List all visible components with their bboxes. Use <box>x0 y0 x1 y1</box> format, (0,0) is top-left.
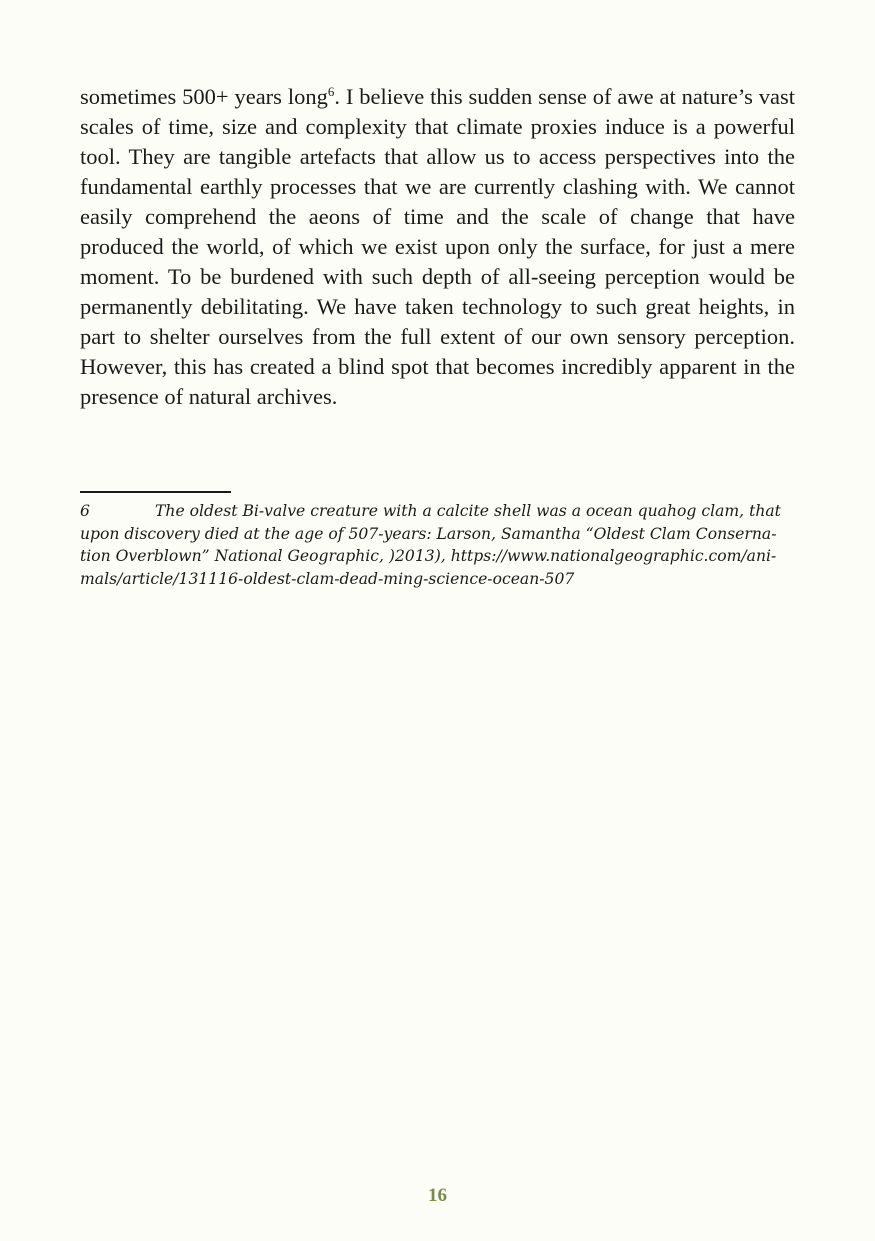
page-body <box>80 82 795 412</box>
footnote-text: The oldest Bi-valve creature with a calcite shell was a ocean quahog clam, that upon discovery died at the age of 507-years: Larson, Samantha “Oldest Clam Consernation Overblown” National Geographic, )2013), https://www.nationalgeographic.com/animals/article/131116-oldest-clam-dead-ming-science-ocean-507 <box>80 502 781 588</box>
paragraph-start: sometimes 500+ years long <box>80 84 328 109</box>
page-number: 16 <box>428 1185 447 1206</box>
paragraph-rest: . I believe this sudden sense of awe at nature’s vast scales of time, size and complexity that climate proxies induce is a powerful tool. They are tangible artefacts that allow us to access perspectives into the fundamental earthly processes that we are currently clashing with. We cannot easily comprehend the aeons of time and the scale of change that have produced the world, of which we exist upon only the surface, for just a mere moment. To be burdened with such depth of all-seeing perception would be permanently debilitating. We have taken technology to such great heights, in part to shelter ourselves from the full extent of our own sensory perception. However, this has created a blind spot that becomes incredibly apparent in the presence of natural archives. <box>80 84 795 409</box>
footnote <box>80 500 795 590</box>
footnote-divider <box>80 491 231 493</box>
footnote-number: 6 <box>80 502 90 520</box>
footnote-reference[interactable]: 6 <box>327 84 335 99</box>
body-paragraph <box>80 82 795 412</box>
